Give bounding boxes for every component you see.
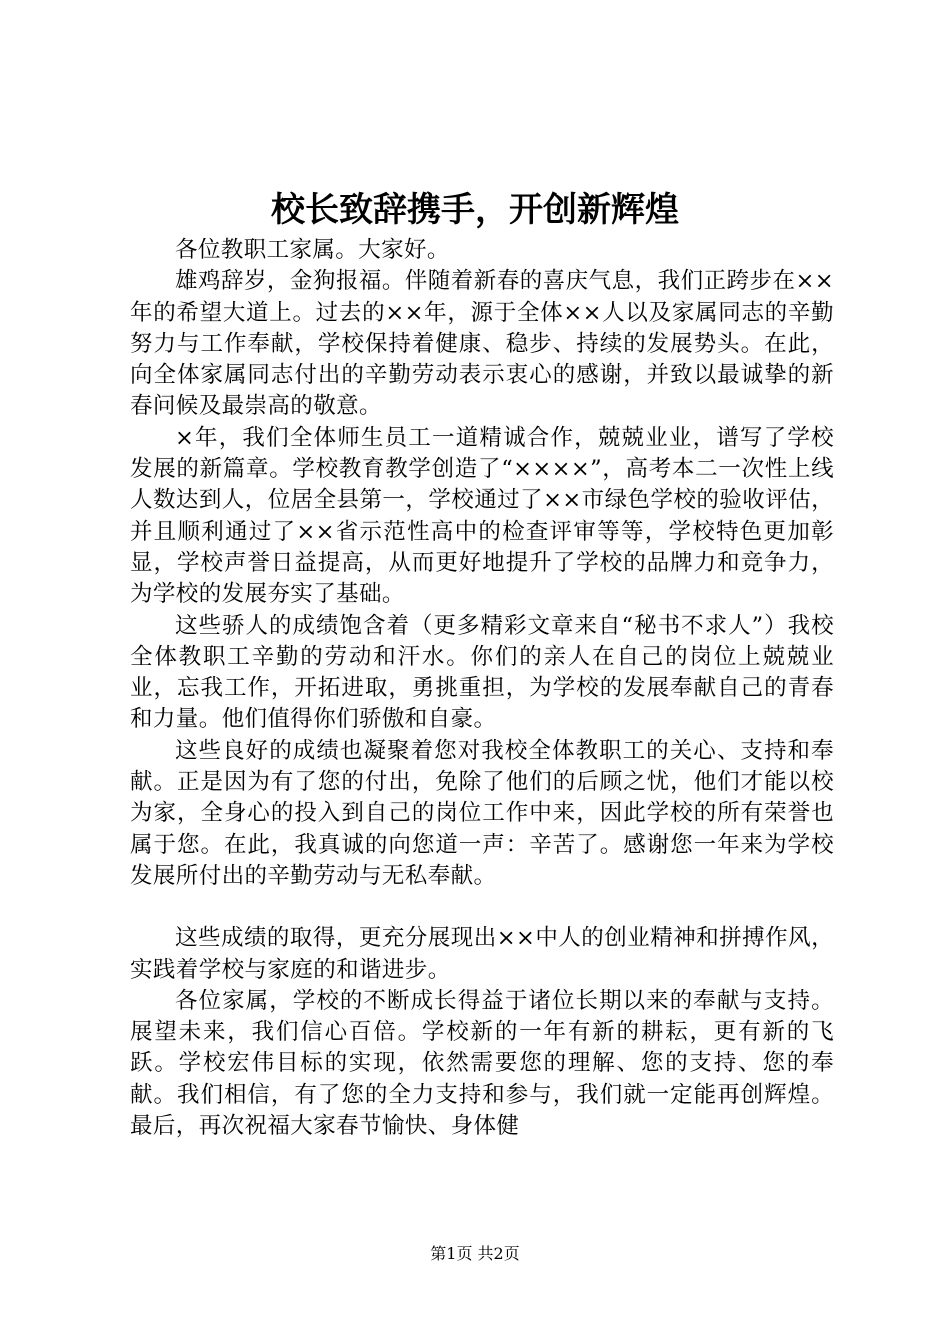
body-paragraph: 各位家属，学校的不断成长得益于诸位长期以来的奉献与支持。展望未来，我们信心百倍。学校新的一年有新的耕耘，更有新的飞跃。学校宏伟目标的实现，依然需要您的理解、您的支持、您的奉献。我们相信，有了您的全力支持和参与，我们就一定能再创辉煌。最后，再次祝福大家春节愉快、身体健 (130, 987, 834, 1140)
body-paragraph: 这些良好的成绩也凝聚着您对我校全体教职工的关心、支持和奉献。正是因为有了您的付出，免除了他们的后顾之忧，他们才能以校为家，全身心的投入到自己的岗位工作中来，因此学校的所有荣誉也属于您。在此，我真诚的向您道一声：辛苦了。感谢您一年来为学校发展所付出的辛勤劳动与无私奉献。 (130, 737, 834, 889)
body-paragraph: 这些骄人的成绩饱含着（更多精彩文章来自“秘书不求人”）我校全体教职工辛勤的劳动和汗水。你们的亲人在自己的岗位上兢兢业业，忘我工作，开拓进取，勇挑重担，为学校的发展奉献自己的青春和力量。他们值得你们骄傲和自豪。 (130, 612, 834, 733)
greeting-paragraph: 各位教职工家属。大家好。 (175, 237, 450, 263)
document-body (130, 235, 834, 1142)
body-paragraph: ×年，我们全体师生员工一道精诚合作，兢兢业业，谱写了学校发展的新篇章。学校教育教学创造了“××××”，高考本二一次性上线人数达到人，位居全县第一，学校通过了××市绿色学校的验收评估，并且顺利通过了××省示范性高中的检查评审等等，学校特色更加彰显，学校声誉日益提高，从而更好地提升了学校的品牌力和竞争力，为学校的发展夯实了基础。 (130, 424, 834, 608)
document-title: 校长致辞携手，开创新辉煌 (271, 190, 679, 230)
page-number-footer: 第1页 共2页 (430, 1244, 520, 1263)
body-paragraph: 雄鸡辞岁，金狗报福。伴随着新春的喜庆气息，我们正跨步在××年的希望大道上。过去的××年，源于全体××人以及家属同志的辛勤努力与工作奉献，学校保持着健康、稳步、持续的发展势头。在此，向全体家属同志付出的辛勤劳动表示衷心的感谢，并致以最诚挚的新春问候及最崇高的敬意。 (130, 268, 834, 420)
body-paragraph: 这些成绩的取得，更充分展现出××中人的创业精神和拼搏作风，实践着学校与家庭的和谐进步。 (130, 925, 834, 983)
